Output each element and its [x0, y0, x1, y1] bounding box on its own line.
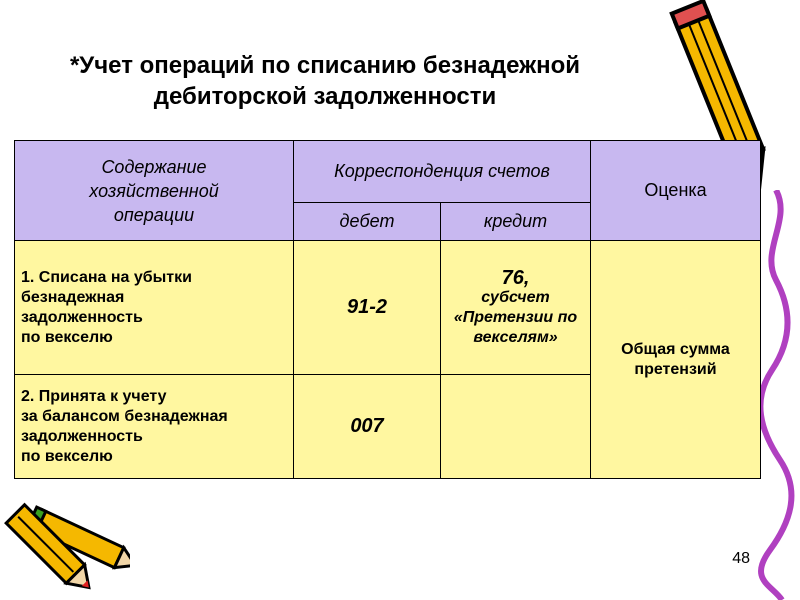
row-1-desc-line: задолженность	[21, 308, 143, 326]
row-1-desc-line: по векселю	[21, 328, 113, 346]
pencils-bottom-left-icon	[0, 480, 130, 600]
table-row	[15, 241, 761, 375]
assessment-value: Общая сумма претензий	[591, 241, 761, 479]
row-2-debit: 007	[294, 375, 441, 479]
row-2-desc-line: по векселю	[21, 447, 113, 465]
row-1-credit	[441, 241, 591, 375]
slide-title	[20, 50, 630, 112]
row-2-desc-line: 2. Принята к учету	[21, 387, 167, 405]
row-1-desc-line: безнадежная	[21, 288, 125, 306]
title-line-1: *Учет операций по списанию безнадежной	[69, 52, 581, 79]
header-debit: дебет	[294, 203, 441, 241]
row-1-debit: 91-2	[294, 241, 441, 375]
header-content-line-3: операции	[113, 204, 195, 225]
header-assessment: Оценка	[591, 141, 761, 241]
header-content-line-2: хозяйственной	[89, 180, 219, 201]
header-content	[15, 141, 294, 241]
row-2-description	[15, 375, 294, 479]
row-1-desc-line: 1. Списана на убытки	[21, 268, 192, 286]
page-number: 48	[732, 550, 750, 567]
row-1-credit-sub: субсчет «Претензии по векселям»	[453, 288, 578, 346]
row-2-desc-line: задолженность	[21, 427, 143, 445]
row-1-description	[15, 241, 294, 375]
row-2-credit	[441, 375, 591, 479]
operations-table	[14, 140, 761, 479]
header-credit: кредит	[441, 203, 591, 241]
row-1-credit-main: 76,	[501, 266, 530, 289]
title-line-2: дебиторской задолженности	[153, 83, 497, 110]
row-2-desc-line: за балансом безнадежная	[21, 407, 228, 425]
header-content-line-1: Содержание	[101, 156, 207, 177]
header-correspondence: Корреспонденция счетов	[294, 141, 591, 203]
